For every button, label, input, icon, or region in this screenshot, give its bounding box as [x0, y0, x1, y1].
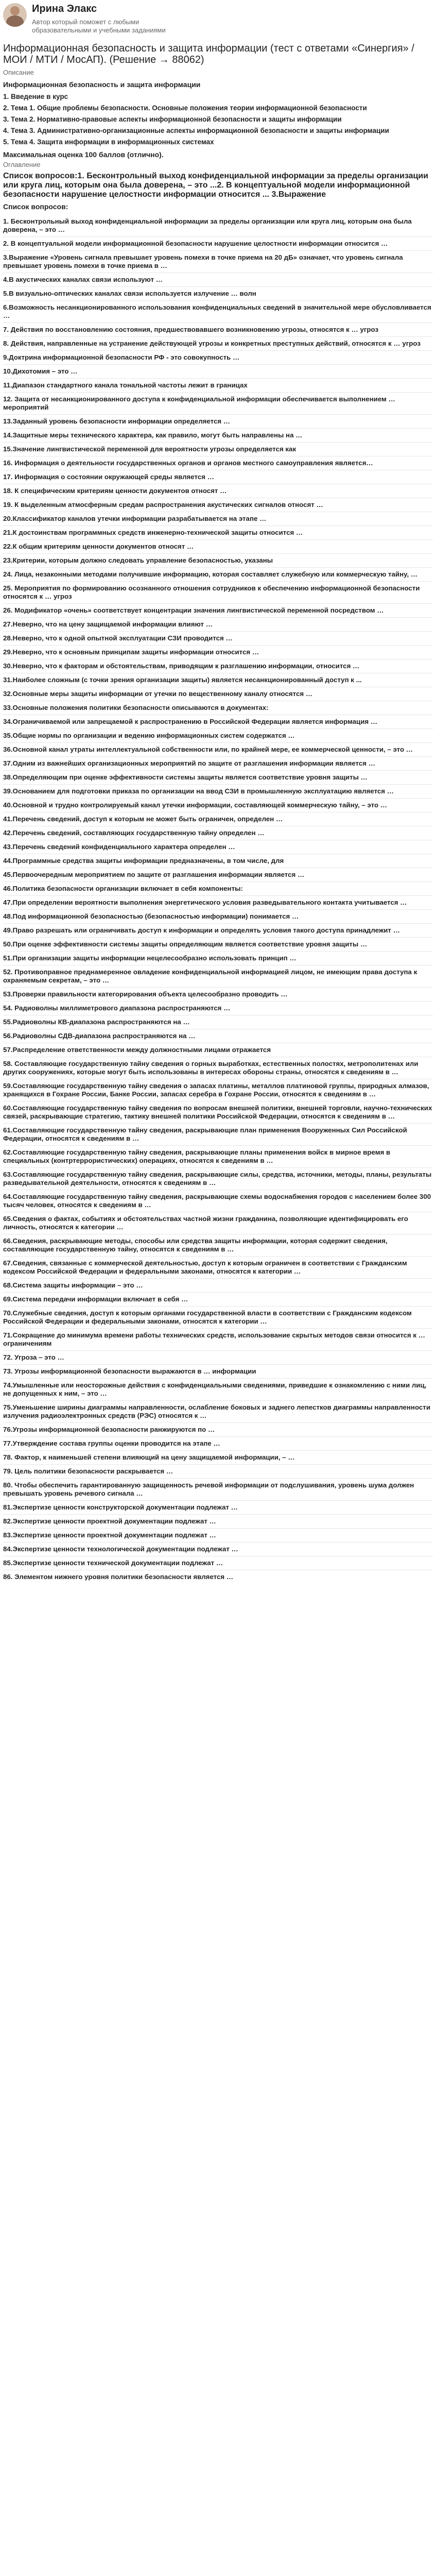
question-item: 59.Составляющие государственную тайну сведения о запасах платины, металлов платиновой группы, природных алмазов, хранящихся в Гохране России, Банке России, запасах серебра в Гохране России, относятся к сведениям в …: [3, 1079, 433, 1101]
question-item: 17. Информация о состоянии окружающей среды является …: [3, 470, 433, 484]
author-header: [3, 3, 433, 35]
author-description: Автор который поможет с любыми образовательными и учебными заданиями: [32, 18, 166, 34]
question-item: 85.Экспертизе ценности технической документации подлежат …: [3, 1556, 433, 1570]
question-item: 72. Угроза – это …: [3, 1351, 433, 1365]
question-item: 2. В концептуальной модели информационной безопасности нарушение целостности информации относится …: [3, 237, 433, 251]
intro-item: 2. Тема 1. Общие проблемы безопасности. Основные положения теории информационной безопасности: [3, 104, 367, 112]
question-item: 19. К выделенным атмосферным средам распространения акустических сигналов относят …: [3, 498, 433, 512]
question-item: 22.К общим критериям ценности документов относят …: [3, 540, 433, 554]
question-item: 4.В акустических каналах связи используют …: [3, 273, 433, 287]
question-item: 82.Экспертизе ценности проектной документации подлежат …: [3, 1515, 433, 1529]
author-name[interactable]: Ирина Элакс: [32, 3, 97, 14]
question-item: 15.Значение лингвистической переменной для вероятности угрозы определяется как: [3, 443, 433, 456]
question-item: 33.Основные положения политики безопасности описываются в документах:: [3, 701, 433, 715]
question-item: 61.Составляющие государственную тайну сведения, раскрывающие план применения Вооруженных Сил Российской Федерации, относятся к сведениям в …: [3, 1124, 433, 1146]
description-label: Описание: [3, 69, 34, 76]
author-info: [32, 3, 166, 35]
question-item: 76.Угрозы информационной безопасности ранжируются по …: [3, 1423, 433, 1437]
question-item: 64.Составляющие государственную тайну сведения, раскрывающие схемы водоснабжения городов с населением более 300 тысяч человек, относятся к сведениям в …: [3, 1190, 433, 1212]
question-item: 75.Уменьшение ширины диаграммы направленности, ослабление боковых и заднего лепестков диаграммы направленности излучения радиоэлектронных средств (РЭС) относятся к …: [3, 1401, 433, 1423]
question-item: 60.Составляющие государственную тайну сведения по вопросам внешней политики, внешней торговли, научно-технических связей, раскрывающие стратегию, тактику внешней политики Российской Федерации, относятся к сведениям в …: [3, 1101, 433, 1124]
subject-title: Информационная безопасность и защита информации: [3, 80, 201, 89]
question-item: 44.Программные средства защиты информации предназначены, в том числе, для: [3, 854, 433, 868]
question-item: 69.Система передачи информации включает в себя …: [3, 1293, 433, 1307]
question-item: 38.Определяющим при оценке эффективности системы защиты является соответствие уровня защиты …: [3, 771, 433, 785]
avatar-body-shape: [6, 15, 24, 27]
question-item: 55.Радиоволны КВ-диапазона распространяются на …: [3, 1015, 433, 1029]
question-item: 34.Ограничиваемой или запрещаемой к распространению в Российской Федерации является информация …: [3, 715, 433, 729]
question-item: 32.Основные меры защиты информации от утечки по вещественному каналу относятся …: [3, 687, 433, 701]
question-item: 28.Неверно, что к одной опытной эксплуатации СЗИ проводится …: [3, 632, 433, 646]
question-item: 67.Сведения, связанные с коммерческой деятельностью, доступ к которым ограничен в соответствии с Гражданским кодексом Российской Федерации и федеральными законами, относятся к категории …: [3, 1257, 433, 1279]
question-item: 49.Право разрешать или ограничивать доступ к информации и определять условия такого доступа принадлежит …: [3, 924, 433, 938]
question-item: 52. Противоправное преднамеренное овладение конфиденциальной информацией лицом, не имеющим права доступа к охраняемым секретам, – это …: [3, 965, 433, 988]
question-item: 71.Сокращение до минимума времени работы технических средств, использование скрытых методов связи относится к … ограничениям: [3, 1329, 433, 1351]
question-item: 50.При оценке эффективности системы защиты определяющим является соответствие уровня защиты …: [3, 938, 433, 952]
question-item: 20.Классификатор каналов утечки информации разрабатывается на этапе …: [3, 512, 433, 526]
question-item: 43.Перечень сведений конфиденциального характера определен …: [3, 840, 433, 854]
question-item: 8. Действия, направленные на устранение действующей угрозы и конкретных преступных действий, относятся к … угроз: [3, 337, 433, 351]
question-item: 66.Сведения, раскрывающие методы, способы или средства защиты информации, которая содержит сведения, составляющие государственную тайну, относятся к сведениям в …: [3, 1234, 433, 1257]
question-item: 11.Диапазон стандартного канала тональной частоты лежит в границах: [3, 379, 433, 393]
question-item: 24. Лица, незаконными методами получившие информацию, которая составляет служебную или коммерческую тайну, …: [3, 568, 433, 582]
question-list: [3, 215, 433, 1584]
question-item: 36.Основной канал утраты интеллектуальной собственности или, по крайней мере, ее коммерческой ценности, – это …: [3, 743, 433, 757]
question-item: 79. Цель политики безопасности раскрывается …: [3, 1465, 433, 1479]
intro-item: 5. Тема 4. Защита информации в информационных системах: [3, 138, 214, 146]
question-item: 58. Составляющие государственную тайну сведения о горных выработках, естественных полостях, метрополитенах или других сооружениях, которые могут быть использованы в интересах обороны страны, относятся к сведениям в …: [3, 1057, 433, 1079]
questions-heading: Список вопросов:1. Бесконтрольный выход конфиденциальной информации за пределы организации или круга лиц, которым она была доверена, – это ...2. В концептуальной модели информационной безопасности нарушение целостности информации относится ... 3.Выражение: [3, 172, 428, 199]
intro-item: 1. Введение в курс: [3, 93, 68, 100]
question-item: 51.При организации защиты информации нецелесообразно использовать принцип …: [3, 952, 433, 965]
author-avatar[interactable]: [3, 3, 27, 27]
question-item: 6.Возможность несанкционированного использования конфиденциальных сведений в значительной мере обусловливается …: [3, 301, 433, 323]
question-item: 7. Действия по восстановлению состояния, предшествовавшего возникновению угрозы, относятся к … угроз: [3, 323, 433, 337]
question-item: 45.Первоочередным мероприятием по защите от разглашения информации является …: [3, 868, 433, 882]
intro-item: 3. Тема 2. Нормативно-правовые аспекты информационной безопасности и защиты информации: [3, 115, 342, 123]
question-item: 78. Фактор, к наименьшей степени влияющий на цену защищаемой информации, – …: [3, 1451, 433, 1465]
question-item: 14.Защитные меры технического характера, как правило, могут быть направлены на …: [3, 429, 433, 443]
question-item: 81.Экспертизе ценности конструкторской документации подлежат …: [3, 1501, 433, 1515]
intro-list: [3, 93, 433, 146]
question-item: 53.Проверки правильности категорирования объекта целесообразно проводить …: [3, 988, 433, 1002]
question-item: 27.Неверно, что на цену защищаемой информации влияют …: [3, 618, 433, 632]
question-item: 74.Умышленные или неосторожные действия с конфиденциальными сведениями, приведшие к ознакомлению с ними лиц, не допущенных к ним, – это …: [3, 1379, 433, 1401]
question-item: 48.Под информационной безопасностью (безопасностью информации) понимается …: [3, 910, 433, 924]
question-item: 16. Информация о деятельности государственных органов и органов местного самоуправления является…: [3, 456, 433, 470]
avatar-head-shape: [10, 6, 20, 15]
question-item: 23.Критерии, которым должно следовать управление безопасностью, указаны: [3, 554, 433, 568]
question-item: 37.Одним из важнейших организационных мероприятий по защите от разглашения информации является …: [3, 757, 433, 771]
question-item: 3.Выражение «Уровень сигнала превышает уровень помехи в точке приема на 20 дБ» означает, что уровень сигнала превышает уровень помехи в точке приема в …: [3, 251, 433, 273]
question-item: 1. Бесконтрольный выход конфиденциальной информации за пределы организации или круга лиц, которым она была доверена, – это …: [3, 215, 433, 237]
question-item: 39.Основанием для подготовки приказа по организации на ввод СЗИ в промышленную эксплуатацию является …: [3, 785, 433, 799]
question-item: 21.К достоинствам программных средств инженерно-технической защиты относится …: [3, 526, 433, 540]
question-item: 86. Элементом нижнего уровня политики безопасности является …: [3, 1573, 234, 1581]
question-item: 84.Экспертизе ценности технологической документации подлежат …: [3, 1543, 433, 1556]
question-item: 70.Служебные сведения, доступ к которым органами государственной власти в соответствии с Гражданским кодексом Российской Федерации и федеральными законами, относятся к категории …: [3, 1307, 433, 1329]
question-item: 30.Неверно, что к факторам и обстоятельствам, приводящим к разглашению информации, относится …: [3, 659, 433, 673]
question-item: 54. Радиоволны миллиметрового диапазона распространяются …: [3, 1002, 433, 1015]
max-score: Максимальная оценка 100 баллов (отлично).: [3, 150, 164, 159]
question-item: 77.Утверждение состава группы оценки проводится на этапе …: [3, 1437, 433, 1451]
question-item: 5.В визуально-оптических каналах связи используется излучение … волн: [3, 287, 433, 301]
question-item: 73. Угрозы информационной безопасности выражаются в … информации: [3, 1365, 433, 1379]
question-item: 57.Распределение ответственности между должностными лицами отражается: [3, 1043, 433, 1057]
question-item: 56.Радиоволны СДВ-диапазона распространяются на …: [3, 1029, 433, 1043]
question-item: 29.Неверно, что к основным принципам защиты информации относится …: [3, 646, 433, 659]
question-item: 47.При определении вероятности выполнения энергетического условия разведывательного контакта учитывается …: [3, 896, 433, 910]
question-item: 10.Дихотомия – это …: [3, 365, 433, 379]
question-item: 42.Перечень сведений, составляющих государственную тайну определен …: [3, 826, 433, 840]
question-item: 40.Основной и трудно контролируемый канал утечки информации, составляющей коммерческую тайну, – это …: [3, 799, 433, 812]
question-item: 35.Общие нормы по организации и ведению информационных систем содержатся …: [3, 729, 433, 743]
question-item: 62.Составляющие государственную тайну сведения, раскрывающие планы применения войск в мирное время в специальных (контртеррористических) операциях, относятся к сведениям в …: [3, 1146, 433, 1168]
question-item: 63.Составляющие государственную тайну сведения, раскрывающие силы, средства, источники, методы, планы, результаты разведывательной деятельности, относятся к сведениям в …: [3, 1168, 433, 1190]
question-item: 65.Сведения о фактах, событиях и обстоятельствах частной жизни гражданина, позволяющие идентифицировать его личность, относятся к категории …: [3, 1212, 433, 1234]
question-item: 12. Защита от несанкционированного доступа к конфиденциальной информации обеспечивается выполнением … мероприятий: [3, 393, 433, 415]
question-item: 31.Наиболее сложным (с точки зрения организации защиты) является несанкционированный доступ к ...: [3, 673, 433, 687]
question-item: 68.Система защиты информации – это …: [3, 1279, 433, 1293]
question-item: 41.Перечень сведений, доступ к которым не может быть ограничен, определен …: [3, 812, 433, 826]
toc-label: Оглавление: [3, 161, 41, 168]
questions-list-label: Список вопросов:: [3, 202, 68, 211]
question-item: 13.Заданный уровень безопасности информации определяется …: [3, 415, 433, 429]
intro-item: 4. Тема 3. Административно-организационные аспекты информационной безопасности и защиты информации: [3, 127, 389, 134]
question-item: 83.Экспертизе ценности проектной документации подлежат …: [3, 1529, 433, 1543]
document-title: Информационная безопасность и защита информации (тест с ответами «Синергия» / МОИ / МТИ / МосАП). (Решение → 88062): [3, 43, 414, 65]
question-item: 80. Чтобы обеспечить гарантированную защищенность речевой информации от подслушивания, уровень шума должен превышать уровень речевого сигнала …: [3, 1479, 433, 1501]
question-item: 46.Политика безопасности организации включает в себя компоненты:: [3, 882, 433, 896]
question-item: 18. К специфическим критериям ценности документов относят …: [3, 484, 433, 498]
question-item: 25. Мероприятия по формированию осознанного отношения сотрудников к обеспечению информационной безопасности относятся к … угроз: [3, 582, 433, 604]
question-item: 9.Доктрина информационной безопасности РФ - это совокупность …: [3, 351, 433, 365]
question-item: 26. Модификатор «очень» соответствует концентрации значения лингвистической переменной посредством …: [3, 604, 433, 618]
